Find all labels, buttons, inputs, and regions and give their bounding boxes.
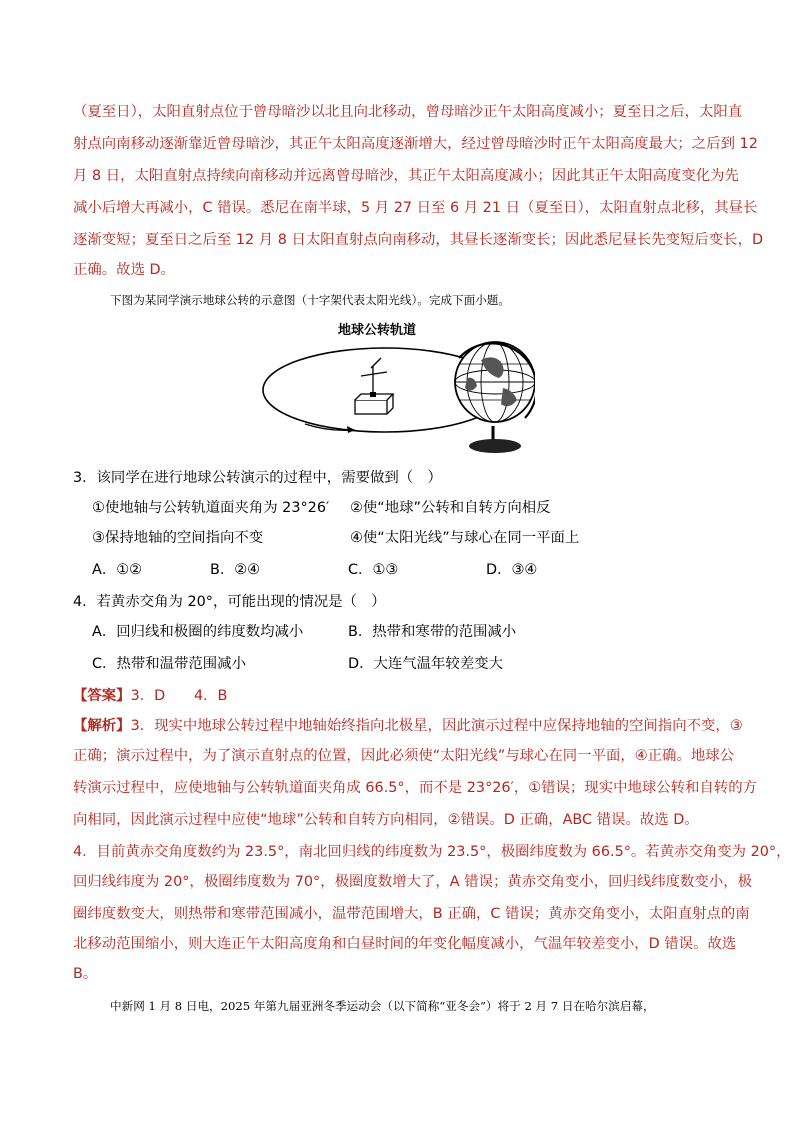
analysis-line [73, 716, 743, 736]
q4-option-a: A．回归线和极圈的纬度数均减小 [92, 624, 304, 640]
q4-option-c: C．热带和温带范围减小 [92, 656, 246, 672]
question-4-stem: 4．若黄赤交角为 20°，可能出现的情况是（ ） [73, 594, 386, 610]
q3-item-3: ③保持地轴的空间指向不变 [92, 530, 264, 546]
question-3-stem: 3．该同学在进行地球公转演示的过程中，需要做到（ ） [73, 470, 442, 486]
q3-item-1: ①使地轴与公转轨道面夹角为 23°26′ [92, 500, 330, 516]
analysis-label: 【解析】 [73, 718, 131, 734]
q3-option-d: D．③④ [486, 562, 538, 578]
answer-line [73, 686, 227, 706]
answer-text: 3．D 4．B [130, 688, 228, 704]
analysis-line: 4．目前黄赤交角度数约为 23.5°，南北回归线的纬度数为 23.5°，极圈纬度数为 66.5°。若黄赤交角变为 20°， [73, 844, 791, 860]
q4-option-d: D．大连气温年较差变大 [348, 656, 503, 672]
answer-label: 【答案】 [73, 688, 131, 704]
analysis-line: 正确；演示过程中，为了演示直射点的位置，因此必须使“太阳光线”与球心在同一平面，④正确。地球公 [73, 748, 735, 764]
q3-item-2: ②使“地球”公转和自转方向相反 [350, 500, 551, 516]
sun-ray-cross-model [355, 358, 393, 414]
explanation-line: 减小后增大再减小，C 错误。悉尼在南半球，5 月 27 日至 6 月 21 日（夏至日），太阳直射点北移，其昼长 [73, 200, 758, 216]
q3-option-c: C．①③ [348, 562, 399, 578]
q3-item-4: ④使“太阳光线”与球心在同一平面上 [350, 530, 580, 546]
q4-option-b: B．热带和寒带的范围减小 [348, 624, 517, 640]
intro-text: 下图为某同学演示地球公转的示意图（十字架代表太阳光线）。完成下面小题。 [110, 293, 510, 307]
analysis-text: 3．现实中地球公转过程中地轴始终指向北极星，因此演示过程中应保持地轴的空间指向不变，③ [130, 718, 743, 734]
globe-model [455, 342, 535, 453]
explanation-line: 正确。故选 D。 [73, 262, 175, 278]
next-passage-intro: 中新网 1 月 8 日电，2025 年第九届亚洲冬季运动会（以下简称“亚冬会”）将于 2 月 7 日在哈尔滨启幕， [110, 999, 655, 1013]
explanation-line: 月 8 日，太阳直射点持续向南移动并远离曾母暗沙，其正午太阳高度减小；因此其正午太阳高度变化为先 [73, 168, 739, 184]
earth-orbit-figure [255, 318, 535, 458]
arrowhead [347, 426, 355, 433]
figure-title: 地球公转轨道 [338, 323, 417, 338]
explanation-line: 射点向南移动逐渐靠近曾母暗沙，其正午太阳高度逐渐增大，经过曾母暗沙时正午太阳高度最大；之后到 12 [73, 136, 758, 152]
analysis-line: 北移动范围缩小，则大连正午太阳高度角和白昼时间的年变化幅度减小，气温年较差变小，D 错误。故选 [73, 936, 737, 952]
q3-option-a: A．①② [92, 562, 143, 578]
analysis-line: 回归线纬度为 20°，极圈纬度数为 70°，极圈度数增大了，A 错误；黄赤交角变小，回归线纬度数变小，极 [73, 874, 752, 890]
q3-option-b: B．②④ [210, 562, 261, 578]
analysis-line: B。 [73, 966, 98, 982]
analysis-line: 向相同，因此演示过程中应使“地球”公转和自转方向相同，②错误。D 正确，ABC 错误。故选 D。 [73, 812, 699, 828]
analysis-line: 圈纬度数变大，则热带和寒带范围减小，温带范围增大，B 正确，C 错误；黄赤交角变小，太阳直射点的南 [73, 906, 750, 922]
explanation-line: （夏至日），太阳直射点位于曾母暗沙以北且向北移动，曾母暗沙正午太阳高度减小；夏至日之后，太阳直 [73, 104, 743, 120]
analysis-line: 转演示过程中，应使地轴与公转轨道面夹角成 66.5°，而不是 23°26′，①错误；现实中地球公转和自转的方 [73, 780, 758, 796]
explanation-line: 逐渐变短；夏至日之后至 12 月 8 日太阳直射点向南移动，其昼长逐渐变长；因此悉尼昼长先变短后变长，D [73, 232, 764, 248]
